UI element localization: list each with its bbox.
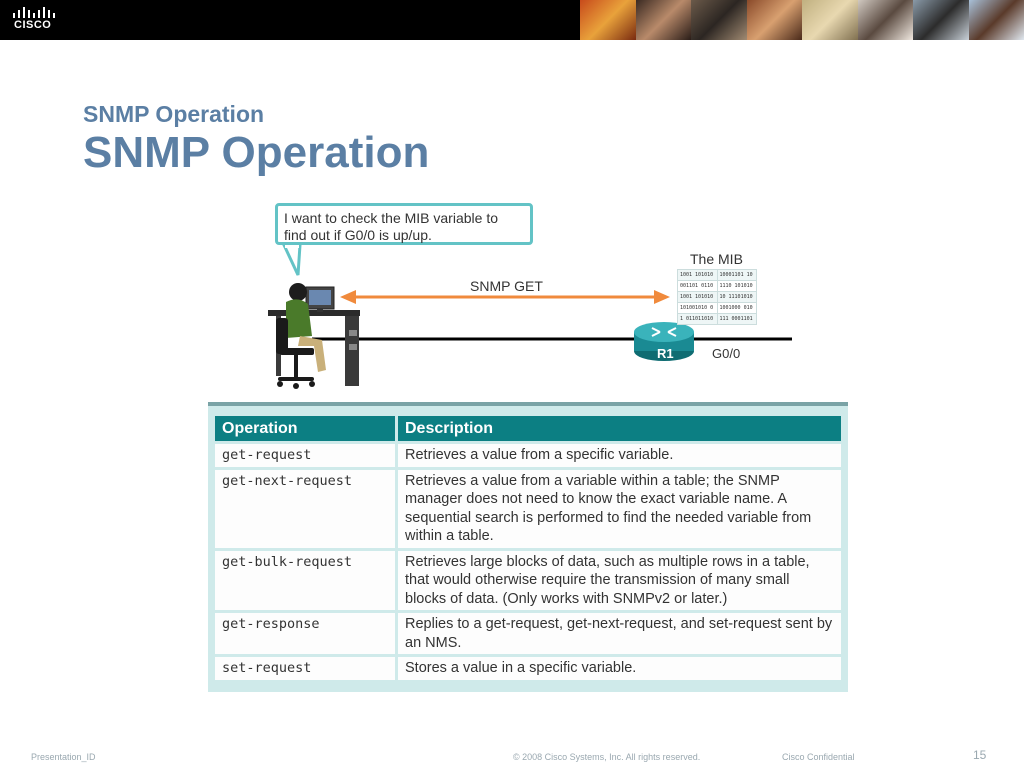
description-cell: Retrieves a value from a specific variable. (398, 444, 841, 467)
operation-cell: get-bulk-request (215, 551, 395, 611)
speech-bubble-text: I want to check the MIB variable to find out if G0/0 is up/up. (284, 210, 498, 243)
mib-cell: 1001000 010 (717, 303, 757, 314)
operations-table-container (208, 402, 848, 692)
table-row (215, 444, 841, 467)
description-cell: Retrieves large blocks of data, such as multiple rows in a table, that would otherwise require the transmission of many small blocks of data. (Only works with SNMPv2 or later.) (398, 551, 841, 611)
speech-bubble-tail-icon (282, 245, 304, 277)
page-number: 15 (973, 748, 987, 762)
description-cell: Retrieves a value from a variable within a table; the SNMP manager does not need to know the exact variable name. A sequential search is performed to find the needed variable from within a table. (398, 470, 841, 548)
mib-row (678, 281, 757, 292)
slide-title: SNMP Operation (83, 128, 430, 177)
table-header-row (215, 416, 841, 441)
arrow-right-head-icon (654, 290, 670, 304)
mib-row (678, 314, 757, 325)
mib-cell: 001101 0110 (678, 281, 718, 292)
operation-cell: set-request (215, 657, 395, 680)
description-cell: Replies to a get-request, get-next-request, and set-request sent by an NMS. (398, 613, 841, 654)
column-header-operation: Operation (215, 416, 395, 441)
operation-cell: get-next-request (215, 470, 395, 548)
arrow-left-head-icon (340, 290, 356, 304)
mib-cell: 10 11101010 (717, 292, 757, 303)
table-row (215, 613, 841, 654)
mib-cell: 111 0001101 (717, 314, 757, 325)
mib-row (678, 292, 757, 303)
table-row (215, 551, 841, 611)
mib-cell: 1110 101010 (717, 281, 757, 292)
operation-cell: get-response (215, 613, 395, 654)
snmp-get-label: SNMP GET (470, 278, 543, 294)
mib-label: The MIB (690, 251, 743, 267)
description-cell: Stores a value in a specific variable. (398, 657, 841, 680)
table-row (215, 657, 841, 680)
speech-bubble (275, 203, 533, 245)
footer-copyright: © 2008 Cisco Systems, Inc. All rights reserved. (513, 752, 701, 762)
mib-cell: 1001 101010 (678, 270, 718, 281)
operations-table (212, 413, 844, 683)
table-row (215, 470, 841, 548)
mib-row (678, 303, 757, 314)
column-header-description: Description (398, 416, 841, 441)
operation-cell: get-request (215, 444, 395, 467)
mib-cell: 101001010 0 (678, 303, 718, 314)
interface-label: G0/0 (712, 346, 741, 361)
footer-confidential: Cisco Confidential (782, 752, 855, 762)
mib-row (678, 270, 757, 281)
footer-presentation-id: Presentation_ID (31, 752, 96, 762)
router-label: R1 (657, 346, 674, 361)
computer-monitor-icon (306, 287, 334, 312)
mib-data-table (677, 269, 757, 325)
mib-cell: 1 011011010 (678, 314, 718, 325)
mib-cell: 1001 101010 (678, 292, 718, 303)
logo-text: CISCO (14, 19, 52, 31)
slide-subtitle: SNMP Operation (83, 101, 265, 127)
mib-cell: 10001101 10 (717, 270, 757, 281)
